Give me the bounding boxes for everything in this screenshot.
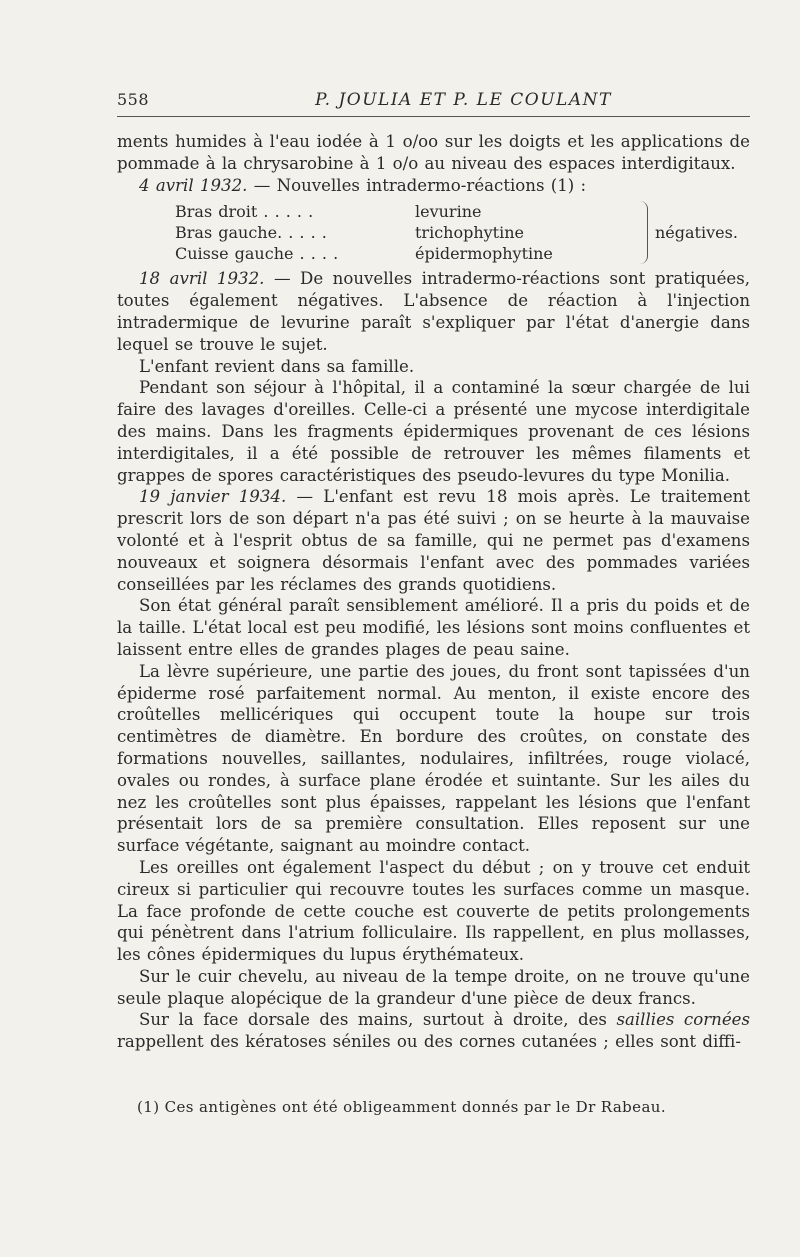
paragraph: Sur le cuir chevelu, au niveau de la tempe droite, on ne trouve qu'une seule plaque alopécique de la grandeur d'une pièce de deux francs. — [117, 966, 750, 1008]
date: 4 avril 1932. — [139, 175, 248, 195]
test-row: Cuisse gauche . . . . épidermophytine — [175, 244, 553, 264]
page-number: 558 — [117, 90, 150, 109]
paragraph: La lèvre supérieure, une partie des joues, du front sont tapissées d'un épiderme rosé parfaitement normal. Au menton, il existe encore des croûtelles mellicériques qui occupent toute la houpe sur trois centimètres de diamètre. En bordure des croûtes, on constate des formations nouvelles, saillantes, nodulaires, infiltrées, rouge violacé, ovales ou rondes, à surface plane érodée et suintante. Sur les ailes du nez les croûtelles sont plus épaisses, rappelant les lésions que l'enfant présentait lors de sa première consultation. Elles reposent sur une surface végétante, saignant au moindre contact. — [117, 661, 750, 856]
date: 18 avril 1932. — [139, 269, 265, 289]
test-row: Bras gauche. . . . . trichophytine — [175, 223, 524, 243]
paragraph: Pendant son séjour à l'hôpital, il a contaminé la sœur chargée de lui faire des lavages d'oreilles. Celle-ci a présenté une mycose interdigitale des mains. Dans les fragments épidermiques provenant de ces lésions interdigitales, il a été possible de retrouver les mêmes filaments et grappes de spores caractéristiques des pseudo-levures du type Monilia. — [117, 378, 750, 485]
paragraph: Sur la face dorsale des mains, surtout à droite, des saillies cornées rappellent des kératoses séniles ou des cornes cutanées ; elles sont diffi- — [117, 1010, 750, 1052]
date: 19 janvier 1934. — [139, 487, 287, 507]
body-text — [117, 131, 750, 1053]
test-row: Bras droit . . . . . levurine — [175, 202, 482, 222]
footnote: (1) Ces antigènes ont été obligeamment donnés par le Dr Rabeau. — [137, 1098, 667, 1116]
intradermo-results — [175, 201, 750, 264]
paragraph: ments humides à l'eau iodée à 1 o/oo sur les doigts et les applications de pommade à la chrysarobine à 1 o/o au niveau des espaces interdigitaux. — [117, 132, 750, 173]
running-title: P. JOULIA ET P. LE COULANT — [315, 90, 612, 110]
paragraph: 4 avril 1932. — Nouvelles intradermo-réactions (1) : — [139, 175, 587, 195]
paragraph: 19 janvier 1934. — L'enfant est revu 18 mois après. Le traitement prescrit lors de son départ n'a pas été suivi ; on se heurte à la mauvaise volonté et à l'esprit obtus de sa famille, qui ne permet pas d'examens nouveaux et soignera désormais l'enfant avec des pommades variées conseillées par les réclames des grands quotidiens. — [117, 487, 751, 594]
paragraph: L'enfant revient dans sa famille. — [139, 356, 415, 376]
paragraph: 18 avril 1932. — De nouvelles intradermo-réactions sont pratiquées, toutes également négatives. L'absence de réaction à l'injection intradermique de levurine paraît s'expliquer par l'état d'anergie dans lequel se trouve le sujet. — [117, 269, 750, 354]
emphasis: saillies cornées — [616, 1010, 750, 1030]
paragraph: Les oreilles ont également l'aspect du début ; on y trouve cet enduit cireux si particulier qui recouvre toutes les surfaces comme un masque. La face profonde de cette couche est couverte de petits prolongements qui pénètrent dans l'atrium folliculaire. Ils rappellent, en plus mollasses, les cônes épidermiques du lupus érythémateux. — [117, 857, 750, 965]
tests-result: négatives. — [655, 223, 738, 243]
brace — [639, 201, 648, 264]
paragraph: Son état général paraît sensiblement amélioré. Il a pris du poids et de la taille. L'état local est peu modifié, les lésions sont moins confluentes et laissent entre elles de grandes plages de peau saine. — [117, 596, 750, 659]
page-header — [117, 86, 750, 117]
